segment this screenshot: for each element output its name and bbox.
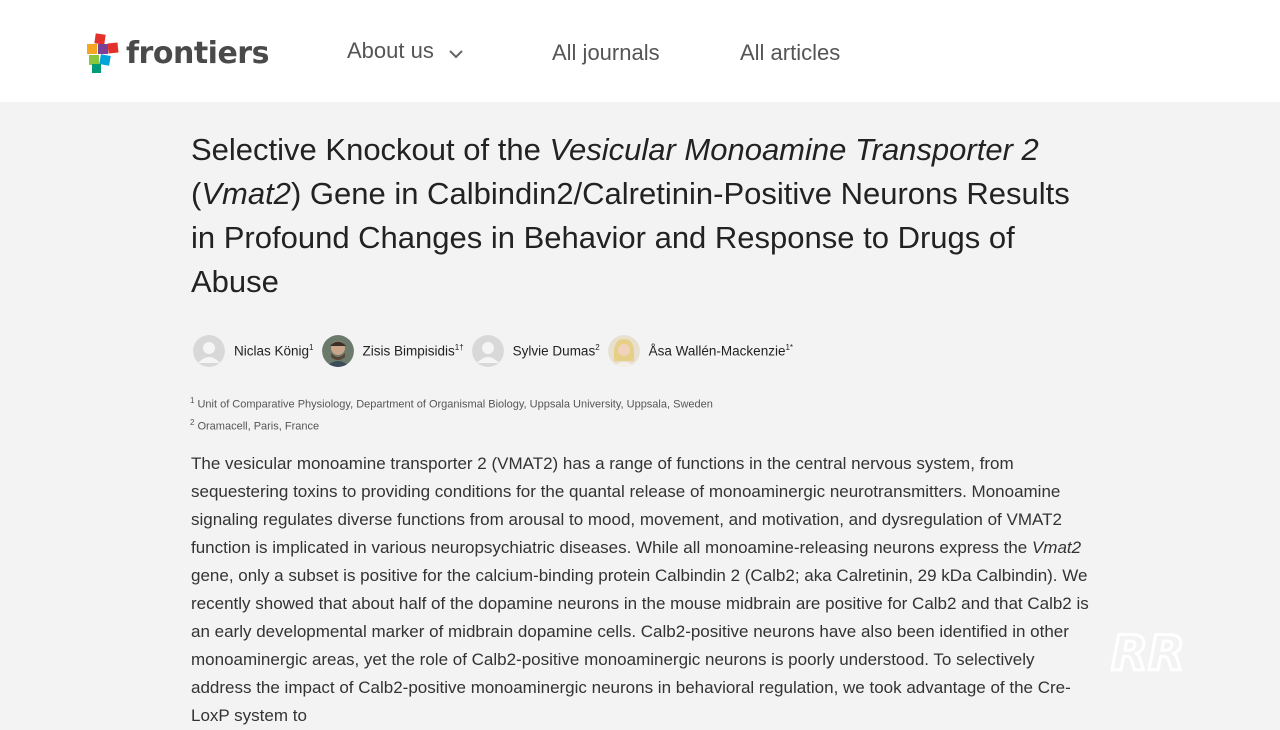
avatar xyxy=(472,335,504,367)
nav-all-articles[interactable]: All articles xyxy=(740,40,841,65)
abstract-italic-gene: Vmat2 xyxy=(1031,538,1082,557)
author-item[interactable] xyxy=(472,335,600,367)
title-italic-gene-name: Vesicular Monoamine Transporter 2 xyxy=(549,132,1039,167)
title-text: Selective Knockout of the xyxy=(191,132,550,167)
affiliations xyxy=(190,392,713,435)
channel-watermark xyxy=(1088,628,1208,683)
affiliation-item: $^2$ Oramacell, Paris, France xyxy=(190,417,320,433)
nav-about-label: About us xyxy=(347,38,434,63)
article-title xyxy=(191,128,1091,304)
nav-about-us[interactable] xyxy=(347,38,464,65)
affiliation-item: $^1$ Unit of Comparative Physiology, Department of Organismal Biology, Uppsala University, Uppsala, Sweden xyxy=(190,396,713,411)
nav-all-journals[interactable]: All journals xyxy=(552,40,660,65)
author-item[interactable] xyxy=(322,335,464,367)
author-name: Åsa Wallén-Mackenzie$^{1*}$ xyxy=(648,343,794,359)
frontiers-logo-icon xyxy=(86,33,120,73)
author-item[interactable] xyxy=(193,335,314,367)
title-text: ( xyxy=(191,176,202,211)
title-text: ) Gene in Calbindin2/Calretinin-Positive Neurons Results in Profound Changes in Behavior and Response to Drugs of Abuse xyxy=(191,176,1070,299)
title-italic-gene-symbol: Vmat2 xyxy=(201,176,291,211)
author-list xyxy=(193,334,801,368)
avatar xyxy=(608,335,640,367)
author-item[interactable] xyxy=(608,335,793,367)
avatar xyxy=(322,335,354,367)
author-name: Sylvie Dumas$^2$ xyxy=(512,343,600,359)
frontiers-logo[interactable] xyxy=(86,32,269,74)
brand-name: frontiers xyxy=(126,35,269,71)
author-name: Zisis Bimpisidis$^{1\dagger}$ xyxy=(362,343,464,359)
svg-text:RR: RR xyxy=(1111,628,1185,678)
chevron-down-icon xyxy=(448,39,464,65)
site-header xyxy=(0,0,1280,102)
author-name: Niclas König$^1$ xyxy=(234,343,314,359)
avatar xyxy=(193,335,225,367)
abstract-text: The vesicular monoamine transporter 2 (VMAT2) has a range of functions in the central nervous system, from sequestering toxins to providing conditions for the quantal release of monoaminergic neurotransmitters. Monoamine signaling regulates diverse functions from arousal to mood, movement, and motivation, and dysregulation of VMAT2 function is implicated in various neuropsychiatric diseases. While all monoamine-releasing neurons express the Vmat2 gene, only a subset is positive for the calcium-binding protein Calbindin 2 (Calb2; aka Calretinin, 29 kDa Calbindin). We recently showed that about half of the dopamine neurons in the mouse midbrain are positive for Calb2 and that Calb2 is an early developmental marker of midbrain dopamine cells. Calb2-positive neurons have also been identified in other monoaminergic areas, yet the role of Calb2-positive monoaminergic neurons is poorly understood. To selectively address the impact of Calb2-positive monoaminergic neurons in behavioral regulation, we took advantage of the Cre-LoxP system to xyxy=(191,454,1089,725)
